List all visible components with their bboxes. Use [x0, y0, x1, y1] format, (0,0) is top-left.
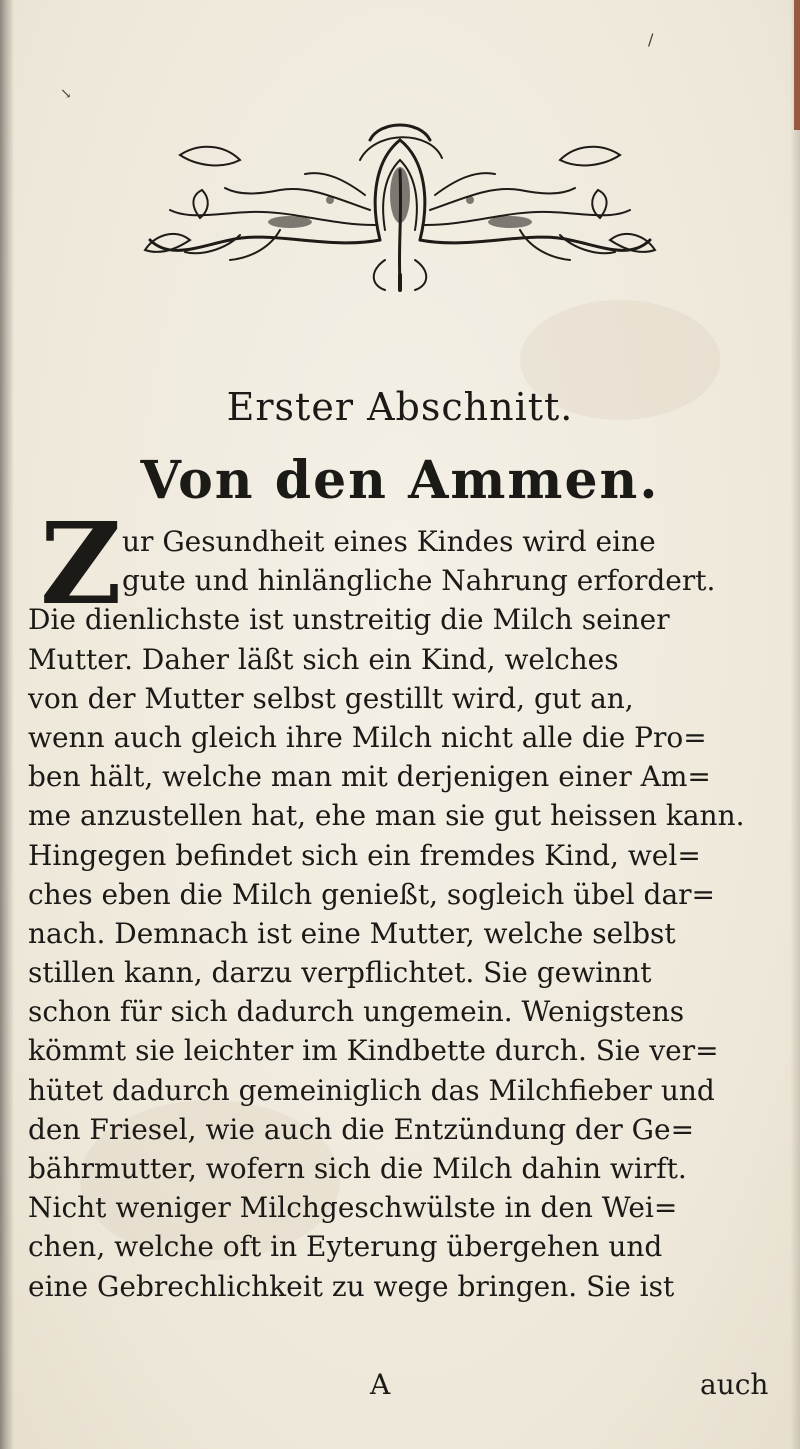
text-line: me anzustellen hat, ehe man sie gut heissen kann. [28, 799, 745, 833]
text-line: wenn auch gleich ihre Milch nicht alle die Pro= [28, 720, 707, 754]
margin-mark: / [648, 30, 654, 49]
text-line: chen, welche oft in Eyterung übergehen und [28, 1230, 663, 1264]
text-line: nach. Demnach ist eine Mutter, welche selbst [28, 916, 676, 950]
text-line: Mutter. Daher läßt sich ein Kind, welches [28, 642, 619, 676]
text-line: eine Gebrechlichkeit zu wege bringen. Sie ist [28, 1269, 675, 1303]
section-heading: Erster Abschnitt. [226, 385, 574, 429]
text-line: ur Gesundheit eines Kindes wird eine [122, 525, 656, 558]
baroque-foliage-vignette-icon [130, 100, 670, 300]
drop-cap: Z [40, 499, 122, 630]
text-line: von der Mutter selbst gestillt wird, gut an, [28, 681, 634, 715]
text-line: Nicht weniger Milchgeschwülste in den Wei= [28, 1191, 678, 1225]
text-line: den Friesel, wie auch die Entzündung der Ge= [28, 1112, 695, 1146]
text-line: stillen kann, darzu verpflichtet. Sie gewinnt [28, 956, 652, 990]
text-line: Hingegen befindet sich ein fremdes Kind, wel= [28, 838, 701, 872]
text-line: ben hält, welche man mit derjenigen einer Am= [28, 760, 711, 794]
text-line: schon für sich dadurch ungemein. Wenigstens [28, 995, 685, 1029]
page-edge [790, 0, 800, 1449]
text-line: kömmt sie leichter im Kindbette durch. Sie ver= [28, 1034, 719, 1068]
margin-mark: ↘ [60, 86, 72, 102]
page-edge-tab [794, 0, 800, 130]
catchword: auch [700, 1368, 769, 1401]
text-line: hütet dadurch gemeiniglich das Milchfieber und [28, 1073, 715, 1107]
text-line: ches eben die Milch genießt, sogleich übel dar= [28, 877, 715, 911]
text-line: gute und hinlängliche Nahrung erfordert. [122, 564, 716, 598]
text-line: bährmutter, wofern sich die Milch dahin wirft. [28, 1152, 687, 1185]
body-text [18, 522, 788, 1306]
signature-mark: A [370, 1368, 391, 1401]
page-gutter-shadow [0, 0, 14, 1449]
chapter-title: Von den Ammen. [140, 450, 660, 511]
text-line: Die dienlichste ist unstreitig die Milch seiner [28, 603, 670, 637]
